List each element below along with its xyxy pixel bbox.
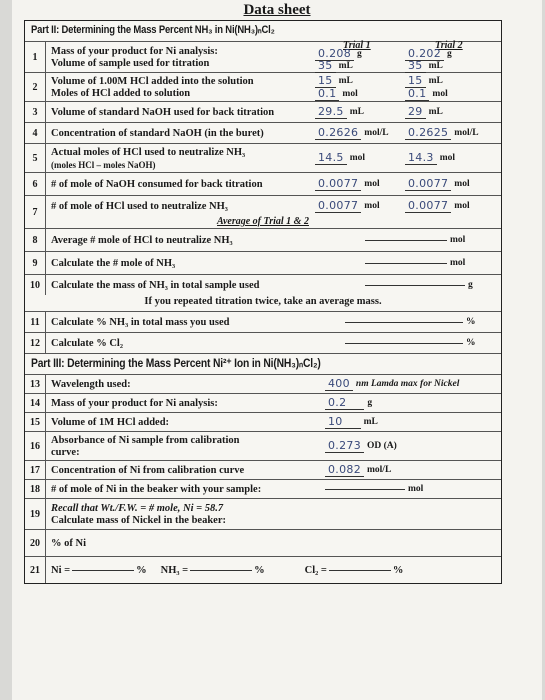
wavelength-value[interactable]: 400	[325, 377, 353, 391]
row-2-label-a: Volume of 1.00M HCl added into the solution	[51, 76, 254, 87]
ni-percent-line[interactable]	[72, 570, 134, 571]
row-number: 19	[25, 499, 46, 529]
ni-concentration-value[interactable]: 0.082	[325, 463, 364, 477]
unit: %	[392, 564, 404, 576]
row-5	[25, 144, 501, 173]
row-number: 2	[25, 73, 46, 101]
row-number: 1	[25, 42, 46, 72]
trial-2-header: Trial 2	[435, 40, 463, 51]
average-note: If you repeated titration twice, take an average mass.	[144, 296, 382, 307]
row-1-label-b: Volume of sample used for titration	[51, 58, 210, 69]
unit: mol/L	[364, 128, 389, 138]
trial1-moles-hcl-nh3[interactable]: 0.0077	[315, 199, 361, 213]
row-11-label: Calculate % NH₃ in total mass you used	[51, 316, 230, 328]
row-12-label: Calculate % Cl₂	[51, 337, 123, 349]
row-number: 21	[25, 557, 46, 583]
part2-header: Part II: Determining the Mass Percent NH₃ in Ni(NH₃)ₙCl₂	[31, 24, 275, 36]
trial2-moles-hcl[interactable]: 0.1	[405, 87, 429, 101]
trial1-volume-hcl[interactable]: 15	[315, 74, 336, 88]
trial1-volume-naoh[interactable]: 29.5	[315, 105, 347, 119]
row-number: 20	[25, 530, 46, 556]
row-number: 10	[25, 275, 46, 295]
row-4	[25, 123, 501, 144]
row-number: 8	[25, 229, 46, 251]
row-9-answer-line[interactable]	[365, 263, 447, 264]
trial1-conc-naoh[interactable]: 0.2626	[315, 126, 361, 140]
unit: %	[466, 317, 476, 327]
row-20	[25, 530, 501, 557]
unit: mol	[408, 484, 424, 494]
unit: mL	[363, 417, 378, 427]
row-10-label: Calculate the mass of NH₃ in total sample used	[51, 279, 260, 291]
part2-header-row	[25, 21, 501, 42]
unit: g	[367, 398, 373, 408]
row-10-answer-line[interactable]	[365, 285, 465, 286]
cl2-percent-label: Cl₂ =	[304, 564, 327, 576]
unit: mol	[432, 89, 448, 99]
worksheet-page	[12, 0, 542, 700]
row-17-label: Concentration of Ni from calibration curve	[51, 464, 245, 476]
row-11	[25, 312, 501, 333]
nh3-percent-line[interactable]	[190, 570, 252, 571]
trial2-volume-naoh[interactable]: 29	[405, 105, 426, 119]
trial1-volume-sample[interactable]: 35	[315, 59, 336, 73]
unit: mol	[439, 153, 456, 163]
row-number: 9	[25, 252, 46, 274]
row-4-label: Concentration of standard NaOH (in the buret)	[51, 127, 264, 139]
trial2-volume-hcl[interactable]: 15	[405, 74, 426, 88]
row-21	[25, 557, 501, 583]
row-number: 12	[25, 333, 46, 353]
row-number: 3	[25, 102, 46, 122]
average-heading: Average of Trial 1 & 2	[217, 216, 309, 227]
unit: %	[254, 564, 265, 576]
row-number: 7	[25, 196, 46, 228]
row-5-label-a: Actual moles of HCl used to neutralize NH₃	[51, 146, 246, 158]
trial1-moles-hcl[interactable]: 0.1	[315, 87, 339, 101]
unit: nm Lamda max for Nickel	[355, 379, 460, 389]
unit: OD (A)	[367, 441, 397, 451]
row-8	[25, 229, 501, 252]
row-6	[25, 173, 501, 196]
trial1-moles-naoh[interactable]: 0.0077	[315, 177, 361, 191]
trial2-moles-hcl-nh3[interactable]: 0.0077	[405, 199, 451, 213]
unit: mL	[338, 61, 353, 71]
row-19-label-b: Calculate mass of Nickel in the beaker:	[51, 515, 226, 526]
row-19	[25, 499, 501, 530]
row-17	[25, 461, 501, 480]
row-18-answer-line[interactable]	[325, 489, 405, 490]
cl2-percent-line[interactable]	[329, 570, 391, 571]
trial1-actual-moles[interactable]: 14.5	[315, 151, 347, 165]
trial2-moles-naoh[interactable]: 0.0077	[405, 177, 451, 191]
unit: mol	[454, 201, 470, 211]
row-7-label: # of mole of HCl used to neutralize NH₃	[51, 200, 228, 212]
data-table	[24, 20, 502, 584]
unit: mL	[349, 107, 364, 117]
row-11-answer-line[interactable]	[345, 322, 463, 323]
unit: mol/L	[454, 128, 479, 138]
volume-hcl-added[interactable]: 10	[325, 415, 361, 429]
row-1	[25, 42, 501, 73]
unit: mol	[454, 179, 470, 189]
row-1-label-a: Mass of your product for Ni analysis:	[51, 46, 218, 57]
row-3-label: Volume of standard NaOH used for back titration	[51, 106, 275, 118]
unit: mL	[428, 61, 443, 71]
row-14-label: Mass of your product for Ni analysis:	[51, 397, 218, 409]
row-13	[25, 375, 501, 394]
row-number: 14	[25, 394, 46, 412]
unit: g	[468, 280, 473, 290]
row-3	[25, 102, 501, 123]
absorbance-value[interactable]: 0.273	[325, 439, 364, 453]
row-18	[25, 480, 501, 499]
part3-header-row	[25, 354, 501, 375]
unit: g	[357, 49, 362, 59]
row-13-label: Wavelength used:	[51, 378, 131, 390]
trial-1-header: Trial 1	[343, 40, 371, 51]
row-number: 13	[25, 375, 46, 393]
row-number: 6	[25, 173, 46, 195]
row-number: 11	[25, 312, 46, 332]
row-number: 17	[25, 461, 46, 479]
unit: mL	[428, 76, 443, 86]
row-7	[25, 196, 501, 229]
unit: %	[136, 564, 147, 576]
row-5-label-b: (moles HCl – moles NaOH)	[51, 159, 156, 170]
trial1-mass[interactable]: 0.208	[315, 47, 354, 61]
row-15	[25, 413, 501, 432]
unit: mol	[364, 179, 380, 189]
nh3-percent-label: NH₃ =	[160, 564, 189, 576]
row-number: 16	[25, 432, 46, 460]
row-19-label-a: Recall that Wt./F.W. = # mole, Ni = 58.7	[51, 503, 224, 514]
unit: mol/L	[367, 465, 392, 475]
unit: mol	[450, 258, 466, 268]
row-8-label: Average # mole of HCl to neutralize NH₃	[51, 234, 233, 246]
row-9-label: Calculate the # mole of NH₃	[51, 257, 176, 269]
row-18-label: # of mole of Ni in the beaker with your sample:	[51, 483, 262, 495]
page-title: Data sheet	[243, 2, 311, 18]
row-12	[25, 333, 501, 354]
row-16	[25, 432, 501, 461]
trial2-volume-sample[interactable]: 35	[405, 59, 426, 73]
row-14	[25, 394, 501, 413]
row-20-label: % of Ni	[51, 537, 86, 549]
trial2-conc-naoh[interactable]: 0.2625	[405, 126, 451, 140]
row-15-label: Volume of 1M HCl added:	[51, 416, 170, 428]
row-10	[25, 275, 501, 312]
unit: mol	[349, 153, 366, 163]
row-6-label: # of mole of NaOH consumed for back titration	[51, 178, 263, 190]
unit: mol	[342, 89, 358, 99]
ni-percent-label: Ni =	[51, 564, 71, 576]
row-2	[25, 73, 501, 102]
row-number: 4	[25, 123, 46, 143]
part3-header: Part III: Determining the Mass Percent Ni²⁺ Ion in Ni(NH₃)ₙCl₂)	[31, 356, 321, 370]
row-12-answer-line[interactable]	[345, 343, 463, 344]
unit: %	[466, 338, 476, 348]
row-2-label-b: Moles of HCl added to solution	[51, 88, 191, 99]
unit: g	[447, 49, 452, 59]
row-16-label-a: Absorbance of Ni sample from calibration	[51, 435, 240, 446]
trial2-actual-moles[interactable]: 14.3	[405, 151, 437, 165]
row-8-answer-line[interactable]	[365, 240, 447, 241]
mass-ni-product[interactable]: 0.2	[325, 396, 364, 410]
unit: mol	[364, 201, 380, 211]
unit: mL	[338, 76, 353, 86]
row-number: 15	[25, 413, 46, 431]
trial2-mass[interactable]: 0.202	[405, 47, 444, 61]
row-number: 18	[25, 480, 46, 498]
unit: mol	[450, 235, 466, 245]
unit: mL	[428, 107, 443, 117]
row-16-label-b: curve:	[51, 447, 80, 458]
row-9	[25, 252, 501, 275]
row-number: 5	[25, 144, 46, 172]
